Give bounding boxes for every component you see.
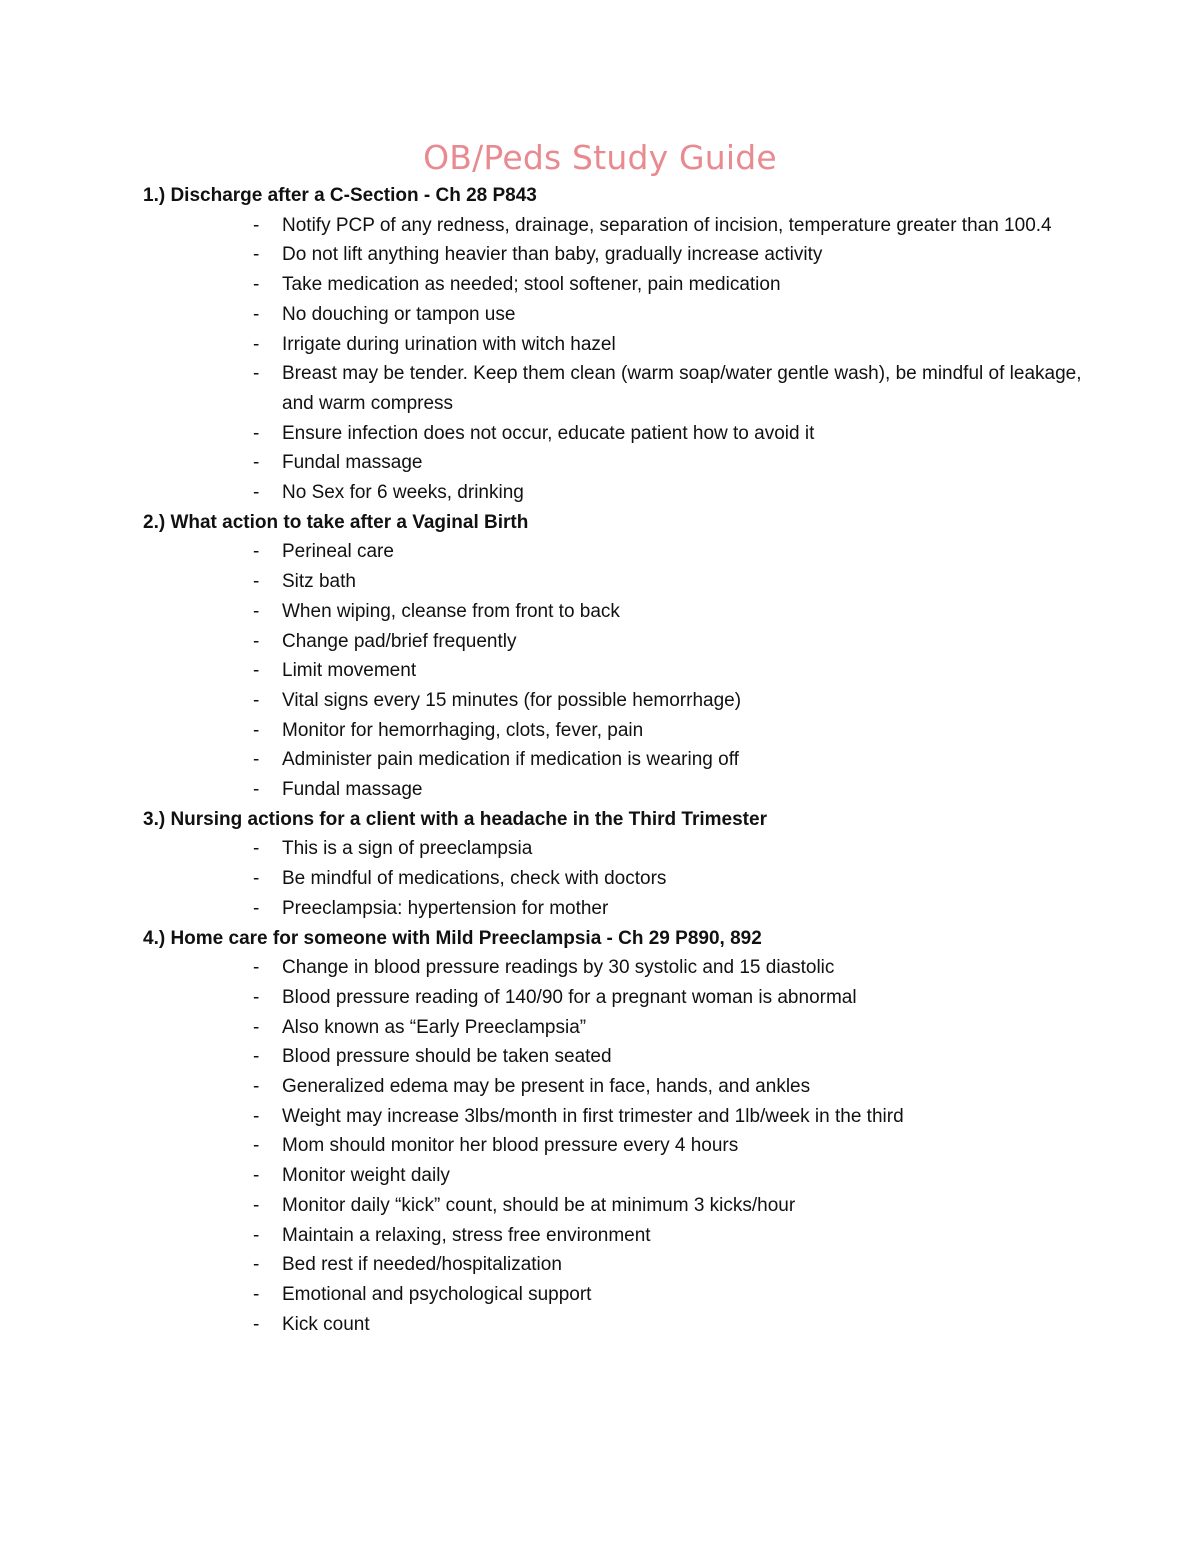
list-item [143,656,1083,686]
list-item-text: Emotional and psychological support [282,1283,592,1305]
dash-bullet-icon: - [253,422,260,444]
dash-bullet-icon: - [253,363,260,385]
list-item-text: Fundal massage [282,779,423,801]
dash-bullet-icon: - [253,897,260,919]
list-item [143,716,1083,746]
bullet-list [143,953,1083,1339]
list-item [143,1310,1083,1340]
dash-bullet-icon: - [253,1016,260,1038]
list-item [143,1102,1083,1132]
section-heading: 1.) Discharge after a C-Section - Ch 28 P843 [143,185,537,206]
list-item [143,330,1083,360]
list-item [143,1221,1083,1251]
list-item-text: Take medication as needed; stool softener, pain medication [282,274,781,296]
list-item-text: Breast may be tender. Keep them clean (warm soap/water gentle wash), be mindful of leakage, and warm compress [282,363,1082,414]
dash-bullet-icon: - [253,482,260,504]
list-item [143,1161,1083,1191]
section-heading: 2.) What action to take after a Vaginal Birth [143,511,529,533]
dash-bullet-icon: - [253,1105,260,1127]
section [143,508,1083,805]
dash-bullet-icon: - [253,1194,260,1216]
list-item-text: Generalized edema may be present in face, hands, and ankles [282,1076,811,1098]
dash-bullet-icon: - [253,838,260,860]
list-item-text: Maintain a relaxing, stress free environment [282,1224,651,1246]
dash-bullet-icon: - [253,1165,260,1187]
dash-bullet-icon: - [253,689,260,711]
bullet-list [143,834,1083,923]
dash-bullet-icon: - [253,541,260,563]
list-item [143,1191,1083,1221]
dash-bullet-icon: - [253,1313,260,1335]
section [143,805,1083,924]
list-item [143,627,1083,657]
list-item-text: Monitor daily “kick” count, should be at minimum 3 kicks/hour [282,1194,796,1216]
list-item [143,1280,1083,1310]
list-item-text: No douching or tampon use [282,303,516,325]
list-item [143,953,1083,983]
list-item-text: Vital signs every 15 minutes (for possible hemorrhage) [282,689,742,711]
list-item-text: Weight may increase 3lbs/month in first trimester and 1lb/week in the third [282,1105,904,1127]
list-item [143,894,1083,924]
dash-bullet-icon: - [253,660,260,682]
list-item-text: Change in blood pressure readings by 30 systolic and 15 diastolic [282,957,835,979]
list-item [143,448,1083,478]
list-item-text: Kick count [282,1313,370,1335]
dash-bullet-icon: - [253,1283,260,1305]
list-item-text: Administer pain medication if medication is wearing off [282,749,739,771]
dash-bullet-icon: - [253,986,260,1008]
list-item [143,270,1083,300]
list-item-text: Also known as “Early Preeclampsia” [282,1016,587,1038]
list-item-text: Monitor weight daily [282,1165,450,1187]
list-item-text: Bed rest if needed/hospitalization [282,1254,562,1276]
section-heading: 4.) Home care for someone with Mild Preeclampsia - Ch 29 P890, 892 [143,927,762,949]
list-item [143,478,1083,508]
section-heading: 3.) Nursing actions for a client with a headache in the Third Trimester [143,808,767,830]
list-item-text: Blood pressure should be taken seated [282,1046,612,1068]
list-item [143,1013,1083,1043]
list-item [143,834,1083,864]
list-item-text: Limit movement [282,660,417,682]
study-guide-content [143,181,1083,1339]
dash-bullet-icon: - [253,868,260,890]
list-item [143,211,1083,241]
list-item-text: Blood pressure reading of 140/90 for a pregnant woman is abnormal [282,986,857,1008]
dash-bullet-icon: - [253,274,260,296]
list-item-text: Be mindful of medications, check with doctors [282,868,667,890]
list-item [143,359,1083,418]
dash-bullet-icon: - [253,630,260,652]
list-item-text: Ensure infection does not occur, educate patient how to avoid it [282,422,815,444]
list-item [143,745,1083,775]
list-item [143,567,1083,597]
list-item [143,775,1083,805]
list-item-text: When wiping, cleanse from front to back [282,600,620,622]
list-item [143,419,1083,449]
list-item-text: This is a sign of preeclampsia [282,838,533,860]
list-item [143,1042,1083,1072]
list-item [143,1131,1083,1161]
dash-bullet-icon: - [253,214,260,236]
dash-bullet-icon: - [253,600,260,622]
dash-bullet-icon: - [253,779,260,801]
list-item-text: Irrigate during urination with witch hazel [282,333,616,355]
list-item [143,300,1083,330]
list-item [143,1250,1083,1280]
list-item-text: No Sex for 6 weeks, drinking [282,482,524,504]
list-item [143,1072,1083,1102]
dash-bullet-icon: - [253,1224,260,1246]
list-item [143,240,1083,270]
list-item-text: Perineal care [282,541,394,563]
list-item [143,537,1083,567]
list-item [143,597,1083,627]
dash-bullet-icon: - [253,1046,260,1068]
list-item-text: Change pad/brief frequently [282,630,517,652]
dash-bullet-icon: - [253,1076,260,1098]
dash-bullet-icon: - [253,333,260,355]
bullet-list [143,537,1083,804]
bullet-list [143,211,1083,508]
dash-bullet-icon: - [253,749,260,771]
list-item-text: Monitor for hemorrhaging, clots, fever, pain [282,719,644,741]
list-item-text: Notify PCP of any redness, drainage, separation of incision, temperature greater than 100.4 [282,214,1052,236]
section [143,924,1083,1340]
list-item [143,864,1083,894]
dash-bullet-icon: - [253,719,260,741]
dash-bullet-icon: - [253,452,260,474]
page-title: OB/Peds Study Guide [423,138,777,177]
dash-bullet-icon: - [253,244,260,266]
list-item-text: Do not lift anything heavier than baby, gradually increase activity [282,244,823,266]
section [143,181,1083,508]
dash-bullet-icon: - [253,1254,260,1276]
dash-bullet-icon: - [253,303,260,325]
list-item-text: Sitz bath [282,571,356,593]
dash-bullet-icon: - [253,957,260,979]
list-item-text: Preeclampsia: hypertension for mother [282,897,609,919]
list-item-text: Mom should monitor her blood pressure every 4 hours [282,1135,739,1157]
list-item [143,983,1083,1013]
dash-bullet-icon: - [253,1135,260,1157]
list-item [143,686,1083,716]
list-item-text: Fundal massage [282,452,423,474]
dash-bullet-icon: - [253,571,260,593]
